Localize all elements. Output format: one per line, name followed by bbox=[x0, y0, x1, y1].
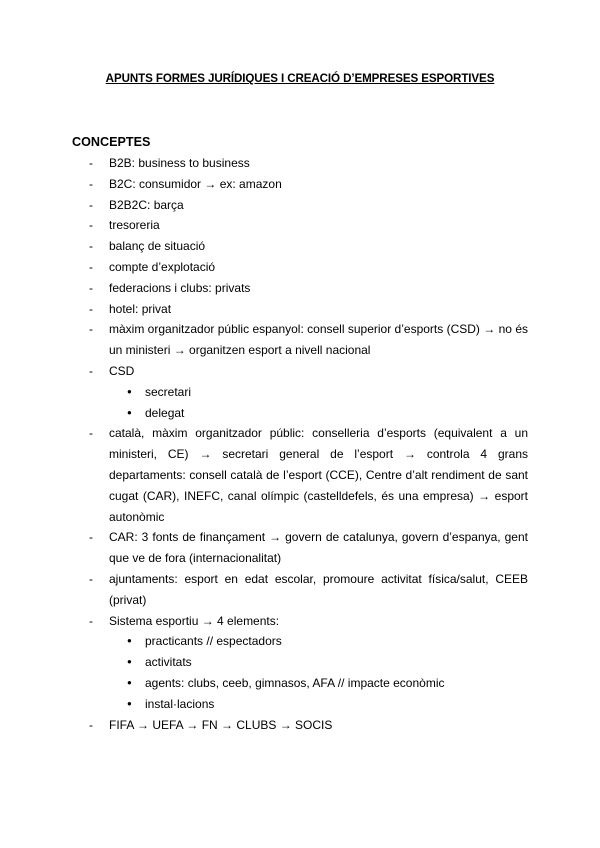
list-item bbox=[72, 569, 528, 611]
sub-list-item: ● delegat bbox=[109, 403, 528, 424]
list-item bbox=[72, 153, 528, 174]
sub-list-item: ● practicants // espectadors bbox=[109, 631, 528, 652]
list-item bbox=[72, 215, 528, 236]
list-item bbox=[72, 527, 528, 569]
sub-list bbox=[109, 631, 528, 714]
list-item-text: - Sistema esportiu → 4 elements: bbox=[109, 613, 280, 628]
document-title: APUNTS FORMES JURÍDIQUES I CREACIÓ D’EMPRESES ESPORTIVES bbox=[105, 72, 495, 85]
sub-list-item: ● instal·lacions bbox=[109, 694, 528, 715]
list-item bbox=[72, 319, 528, 361]
list-item bbox=[72, 236, 528, 257]
sub-list-item: ● secretari bbox=[109, 382, 528, 403]
list-item bbox=[72, 257, 528, 278]
list-item bbox=[72, 299, 528, 320]
list-item-text: compte d’explotació bbox=[109, 259, 216, 274]
list-item-text: B2B2C: barça bbox=[109, 197, 184, 212]
list-item-text: - CSD bbox=[109, 363, 135, 378]
list-item-text: - màxim organitzador públic espanyol: consell superior d’esports (CSD) → no és un ministeri → organitzen esport a nivell nacional bbox=[109, 322, 528, 358]
sub-list-item: ● activitats bbox=[109, 652, 528, 673]
list-item-text: federacions i clubs: privats bbox=[109, 280, 251, 295]
list-item-text: balanç de situació bbox=[109, 239, 206, 254]
section-heading: CONCEPTES bbox=[72, 135, 151, 149]
concepts-list bbox=[72, 153, 528, 735]
list-item bbox=[72, 174, 528, 195]
list-item-text: - català, màxim organitzador públic: conselleria d’esports (equivalent a un ministeri, CE) → secretari general de l’esport → controla 4 grans departaments: consell català de l’esport (CCE), Centre d’alt rendiment de sant cugat (CAR), INEFC, canal olímpic (castelldefels, és una empresa) → esport autonòmic bbox=[109, 426, 528, 524]
list-item-text: B2B: business to business bbox=[109, 156, 250, 170]
list-item bbox=[72, 195, 528, 216]
list-item bbox=[72, 278, 528, 299]
list-item-text: hotel: privat bbox=[109, 301, 172, 316]
sub-list bbox=[109, 382, 528, 424]
list-item bbox=[72, 361, 528, 423]
list-item bbox=[72, 611, 528, 715]
list-item bbox=[72, 423, 528, 527]
list-item-text: - ajuntaments: esport en edat escolar, promoure activitat física/salut, CEEB (privat) bbox=[109, 571, 528, 607]
list-item-text: tresoreria bbox=[109, 218, 160, 233]
list-item-text: B2C: consumidor → ex: amazon bbox=[109, 176, 282, 191]
list-item-text: FIFA → UEFA → FN → CLUBS → SOCIS bbox=[109, 717, 333, 732]
sub-list-item: ● agents: clubs, ceeb, gimnasos, AFA // impacte econòmic bbox=[109, 673, 528, 694]
list-item bbox=[72, 715, 528, 736]
list-item-text: - CAR: 3 fonts de finançament → govern de catalunya, govern d’espanya, gent que ve de fora (internacionalitat) bbox=[109, 530, 528, 566]
